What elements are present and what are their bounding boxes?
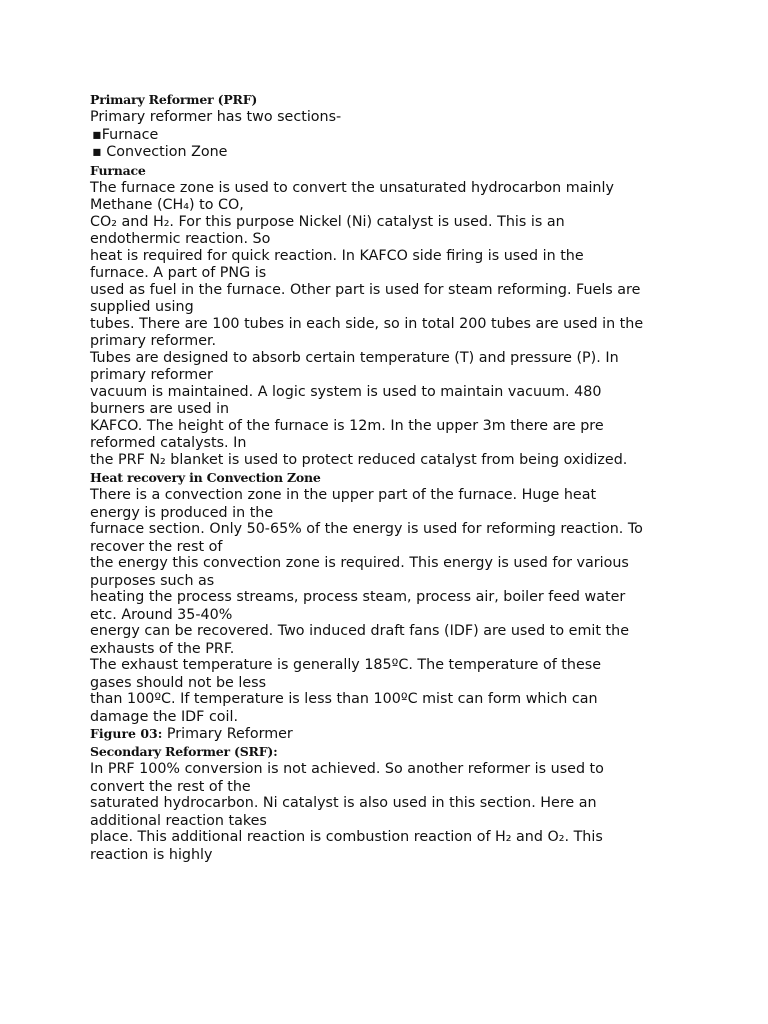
paragraph-line: tubes. There are 100 tubes in each side, so in total 200 tubes are used in the	[90, 315, 644, 332]
paragraph-line: burners are used in	[90, 401, 230, 417]
paragraph-line: furnace section. Only 50-65% of the energy is used for reforming reaction. To	[90, 521, 643, 537]
paragraph-line: KAFCO. The height of the furnace is 12m. In the upper 3m there are pre	[90, 417, 604, 434]
paragraph-line: endothermic reaction. So	[90, 231, 271, 247]
figure-caption-text: Primary Reformer	[162, 726, 293, 742]
document-page	[90, 91, 720, 863]
paragraph-line: place. This additional reaction is combustion reaction of H₂ and O₂. This	[90, 829, 603, 845]
paragraph-line: primary reformer	[90, 367, 213, 383]
paragraph-line: vacuum is maintained. A logic system is used to maintain vacuum. 480	[90, 383, 602, 400]
paragraph-line: damage the IDF coil.	[90, 708, 239, 725]
paragraph-line: Tubes are designed to absorb certain temperature (T) and pressure (P). In	[90, 349, 619, 366]
paragraph-line: Primary reformer has two sections-	[90, 109, 342, 125]
paragraph-line: energy is produced in the	[90, 504, 274, 521]
paragraph-line: than 100ºC. If temperature is less than 100ºC mist can form which can	[90, 691, 598, 707]
paragraph-line: purposes such as	[90, 572, 215, 589]
paragraph-line: reaction is highly	[90, 846, 213, 863]
paragraph-line: The furnace zone is used to convert the unsaturated hydrocarbon mainly	[90, 179, 614, 196]
paragraph-line: supplied using	[90, 299, 194, 315]
paragraph-line: reformed catalysts. In	[90, 435, 247, 451]
bullet-item-convection-zone: ▪ Convection Zone	[92, 144, 228, 160]
paragraph-line: primary reformer.	[90, 333, 217, 349]
paragraph-line: recover the rest of	[90, 538, 223, 555]
paragraph-line: saturated hydrocarbon. Ni catalyst is also used in this section. Here an	[90, 795, 597, 811]
paragraph-line: There is a convection zone in the upper part of the furnace. Huge heat	[90, 487, 597, 503]
paragraph-line: furnace. A part of PNG is	[90, 265, 267, 281]
paragraph-line: etc. Around 35-40%	[90, 606, 233, 623]
paragraph-line: CO₂ and H₂. For this purpose Nickel (Ni) catalyst is used. This is an	[90, 213, 565, 230]
paragraph-line: the PRF N₂ blanket is used to protect reduced catalyst from being oxidized.	[90, 451, 628, 468]
paragraph-line: heat is required for quick reaction. In KAFCO side firing is used in the	[90, 247, 584, 264]
paragraph-line: Methane (CH₄) to CO,	[90, 197, 244, 213]
section-heading-heat-recovery: Heat recovery in Convection Zone	[90, 470, 321, 485]
paragraph-line: used as fuel in the furnace. Other part is used for steam reforming. Fuels are	[90, 281, 641, 298]
bullet-item-furnace: ▪Furnace	[92, 126, 159, 143]
paragraph-line: The exhaust temperature is generally 185ºC. The temperature of these	[90, 657, 601, 673]
paragraph-line: convert the rest of the	[90, 778, 251, 795]
section-heading-furnace: Furnace	[90, 162, 146, 178]
section-heading-secondary-reformer: Secondary Reformer (SRF):	[90, 744, 278, 759]
paragraph-line: exhausts of the PRF.	[90, 640, 235, 657]
paragraph-line: additional reaction takes	[90, 812, 267, 829]
paragraph-line: In PRF 100% conversion is not achieved. So another reformer is used to	[90, 761, 604, 777]
paragraph-line: heating the process streams, process steam, process air, boiler feed water	[90, 589, 626, 605]
paragraph-line: energy can be recovered. Two induced draft fans (IDF) are used to emit the	[90, 623, 629, 639]
figure-caption	[90, 725, 720, 743]
figure-label: Figure 03:	[90, 726, 163, 741]
paragraph-line: the energy this convection zone is required. This energy is used for various	[90, 555, 629, 571]
section-heading-primary-reformer: Primary Reformer (PRF)	[90, 92, 258, 107]
paragraph-line: gases should not be less	[90, 674, 267, 691]
